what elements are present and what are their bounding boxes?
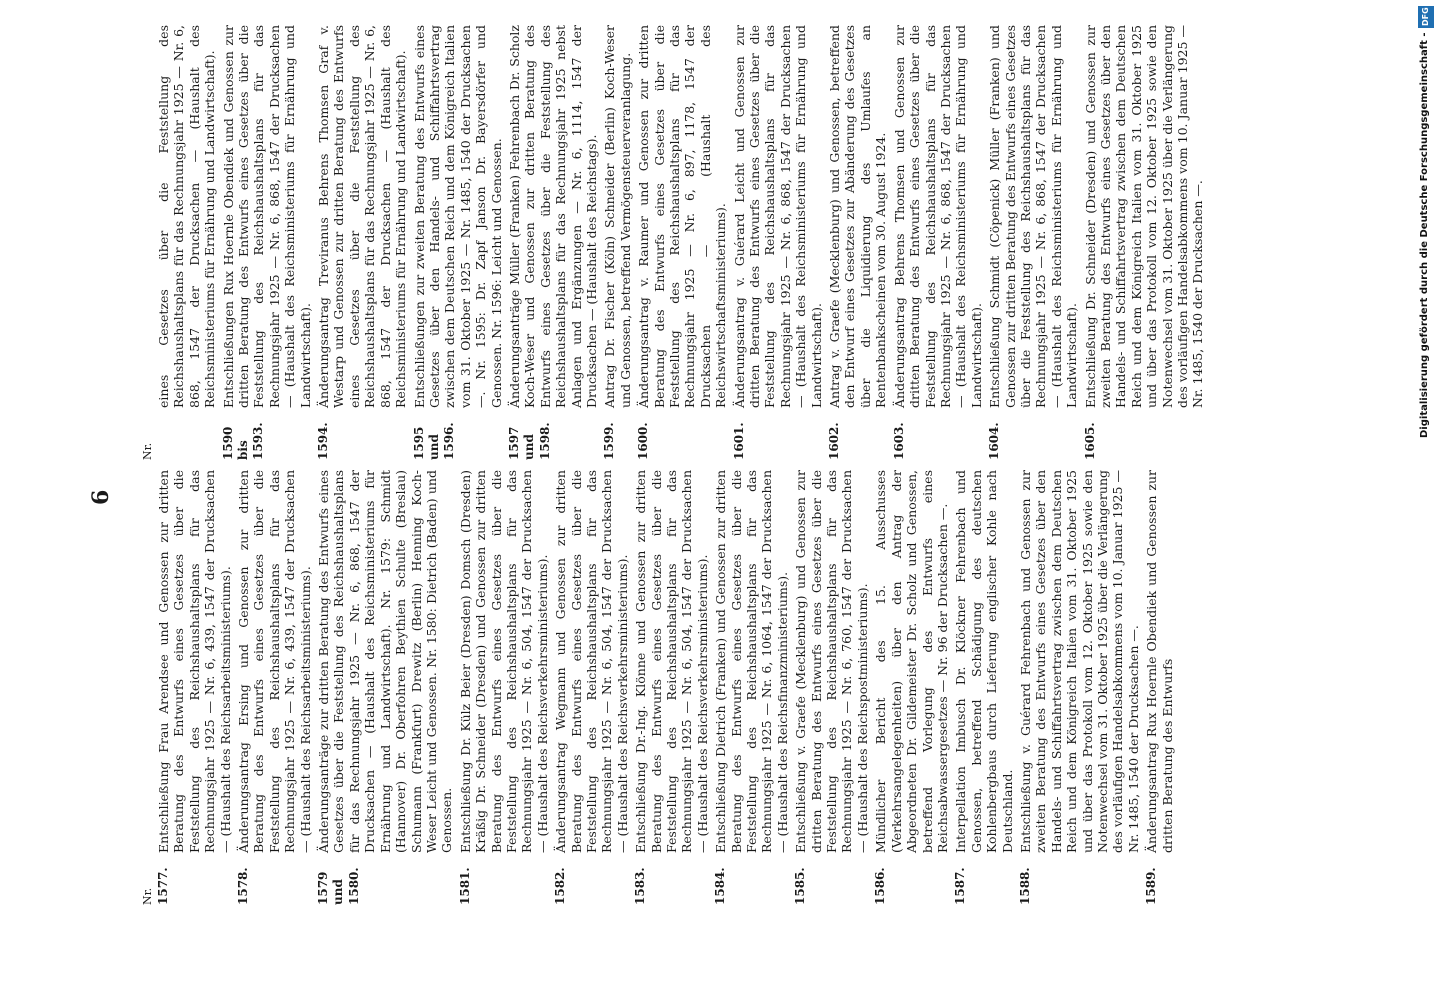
entry-number <box>156 408 218 460</box>
document-entry <box>1083 25 1206 460</box>
document-entry <box>156 470 233 905</box>
entry-text: Entschließung Dietrich (Franken) und Genossen zur dritten Beratung des Entwurfs eines Gesetzes über die Feststellung des Reichshaushaltsplans für das Rechnungsjahr 1925 — Nr. 6, 1064, 1547 der Drucksachen — (Haushalt des Reichsfinanzministeriums). <box>713 470 790 853</box>
entry-text: Entschließung Dr.-Ing. Klönne und Genossen zur dritten Beratung des Entwurfs eines Gesetzes über die Feststellung des Reichshaushaltsplans für das Rechnungsjahr 1925 — Nr. 6, 504, 1547 der Drucksachen — (Haushalt des Reichsverkehrsministeriums). <box>633 470 710 853</box>
document-entry <box>987 25 1079 460</box>
entry-number: 1577. <box>156 867 170 905</box>
document-entry <box>827 25 889 460</box>
entry-number: 1589. <box>1144 867 1159 905</box>
document-entry <box>1018 470 1141 905</box>
document-entry <box>553 470 630 905</box>
right-column <box>140 25 1209 460</box>
digitization-credit: Digitalisierung gefördert durch die Deutsche Forschungsgemeinschaft - <box>1419 32 1430 438</box>
entry-number: 1584. <box>713 867 728 905</box>
document-entry <box>953 470 1015 905</box>
document-entry <box>633 470 710 905</box>
entry-number: 1600. <box>636 422 651 460</box>
entry-number: 1603. <box>891 422 906 460</box>
entry-number: 1595 und 1596. <box>411 422 457 460</box>
entry-text: Entschließung Schmidt (Cöpenick) Müller (Franken) und Genossen zur dritten Beratung des Entwurfs eines Gesetzes über die Feststellung des Reichshaushaltsplans für das Rechnungsjahr 1925 — Nr. 6, 868, 1547 der Drucksachen — (Haushalt des Reichsministeriums für Ernährung und Landwirtschaft). <box>987 25 1080 408</box>
entry-text: Mündlicher Bericht des 15. Ausschusses (Verkehrsangelegenheiten) über den Antrag der Abgeordneten Dr. Gildemeister Dr. Scholz und Genossen, betreffend Vorlegung des Entwurfs eines Reichsabwassergesetzes — Nr. 96 der Drucksachen —. <box>873 470 950 853</box>
entry-number: 1604. <box>987 422 1002 460</box>
document-entry <box>156 25 218 460</box>
entry-number: 1587. <box>953 867 968 905</box>
document-entry <box>507 25 599 460</box>
entry-number: 1602. <box>827 422 842 460</box>
document-entry <box>236 470 313 905</box>
entry-text: Entschließung v. Graefe (Mecklenburg) und Genossen zur dritten Beratung des Entwurfs eines Gesetzes über die Feststellung des Reichshaushaltsplans für das Rechnungsjahr 1925 — Nr. 6, 760, 1547 der Drucksachen — (Haushalt des Reichspostministeriums). <box>793 470 870 853</box>
left-entry-list <box>156 470 1175 905</box>
entry-text: Entschließungen Rux Hoernle Obendiek und Genossen zur dritten Beratung des Entwurfs eines Gesetzes über die Feststellung des Reichshaushaltsplans für das Rechnungsjahr 1925 — Nr. 6, 868, 1547 der Drucksachen — (Haushalt des Reichsministeriums für Ernährung und Landwirtschaft). <box>220 25 313 408</box>
document-entry <box>221 25 313 460</box>
column-header: Nr. <box>141 442 154 460</box>
entry-number: 1605. <box>1082 422 1097 460</box>
entry-text: Änderungsantrag Treviranus Behrens Thomsen Graf v. Westarp und Genossen zur dritten Beratung des Entwurfs eines Gesetzes über die Feststellung des Reichshaushaltsplans für das Rechnungsjahr 1925 — Nr. 6, 868, 1547 der Drucksachen — (Haushalt des Reichsministeriums für Ernährung und Landwirtschaft). <box>316 25 409 408</box>
document-entry <box>1144 470 1175 905</box>
right-entry-list <box>156 25 1206 460</box>
entry-text: Änderungsantrag Ersing und Genossen zur dritten Beratung des Entwurfs eines Gesetzes über die Feststellung des Reichshaushaltsplans für das Rechnungsjahr 1925 — Nr. 6, 439, 1547 der Drucksachen — (Haushalt des Reichsarbeitsministeriums). <box>236 470 313 853</box>
entry-number: 1581. <box>457 867 472 905</box>
entry-number: 1586. <box>873 867 888 905</box>
document-entry <box>412 25 504 460</box>
document-entry <box>873 470 950 905</box>
entry-text: Antrag v. Graefe (Mecklenburg) und Genossen, betreffend den Entwurf eines Gesetzes zur Abänderung des Gesetzes über die Liquidierung des Umlaufes an Rentenbankscheinen vom 30. August 1924. <box>827 25 889 408</box>
entry-text: Entschließungen zur zweiten Beratung des Entwurfs eines Gesetzes über den Handels- und Schiffahrtsvertrag zwischen dem Deutschen Reich und dem Königreich Italien vom 31. Oktober 1925 — Nr. 1485, 1540 der Drucksachen —. Nr. 1595: Dr. Zapf Janson Dr. Bayersdörfer und Genossen. Nr. 1596: Leicht und Genossen. <box>411 25 504 408</box>
entry-text: Entschließung v. Guérard Fehrenbach und Genossen zur zweiten Beratung des Entwurfs eines Gesetzes über den Handels- und Schiffahrtsvertrag zwischen dem Deutschen Reich und dem Königreich Italien vom 31. Oktober 1925 und über das Protokoll vom 12. Oktober 1925 sowie den Notenwechsel vom 31. Oktober 1925 über die Verlängerung des vorläufigen Handelsabkommens vom 10. Januar 1925 — Nr. 1485, 1540 der Drucksachen —. <box>1017 470 1141 853</box>
entry-number: 1601. <box>731 422 746 460</box>
entry-text: Änderungsantrag v. Guérard Leicht und Genossen zur dritten Beratung des Entwurfs eines Gesetzes über die Feststellung des Reichshaushaltsplans für das Rechnungsjahr 1925 — Nr. 6, 868, 1547 der Drucksachen — (Haushalt des Reichsministeriums für Ernährung und Landwirtschaft). <box>731 25 824 408</box>
entry-number: 1590 bis 1593. <box>220 422 266 460</box>
entry-text: Interpellation Imbusch Dr. Klöckner Fehrenbach und Genossen, betreffend Schädigung des deutschen Kohlenbergbaus durch Lieferung englischer Kohle nach Deutschland. <box>953 470 1015 853</box>
left-column <box>140 470 1178 905</box>
entry-number: 1594. <box>316 422 331 460</box>
entry-text: Änderungsantrag Wegmann und Genossen zur dritten Beratung des Entwurfs eines Gesetzes über die Feststellung des Reichshaushaltsplans für das Rechnungsjahr 1925 — Nr. 6, 504, 1547 der Drucksachen — (Haushalt des Reichsverkehrsministeriums). <box>553 470 630 853</box>
document-entry <box>602 25 633 460</box>
document-entry <box>458 470 550 905</box>
entry-number: 1588. <box>1017 867 1032 905</box>
entry-number: 1578. <box>236 867 251 905</box>
document-entry <box>732 25 824 460</box>
entry-text: Änderungsantrag Behrens Thomsen und Genossen zur dritten Beratung des Entwurfs eines Gesetzes über die Feststellung des Reichshaushaltsplans für das Rechnungsjahr 1925 — Nr. 6, 868, 1547 der Drucksachen — (Haushalt des Reichsministeriums für Ernährung und Landwirtschaft). <box>891 25 984 408</box>
column-header: Nr. <box>141 887 154 905</box>
entry-text: eines Gesetzes über die Feststellung des Reichshaushaltsplans für das Rechnungsjahr 1925 — Nr. 6, 868, 1547 der Drucksachen — (Haushalt des Reichsministeriums für Ernährung und Landwirtschaft). <box>156 25 218 408</box>
entry-number: 1583. <box>633 867 648 905</box>
entry-text: Änderungsanträge zur dritten Beratung des Entwurfs eines Gesetzes über die Feststellung des Reichshaushaltsplans für das Rechnungsjahr 1925 — Nr. 6, 868, 1547 der Drucksachen — (Haushalt des Reichsministeriums für Ernährung und Landwirtschaft). Nr. 1579: Schmidt (Hannover) Dr. Oberfohren Beythien Schulte (Breslau) Schumann (Frankfurt) Drewitz (Berlin) Henning Koch-Weser Leicht und Genossen. Nr. 1580: Dietrich (Baden) und Genossen. <box>316 470 455 853</box>
entry-text: Entschließung Dr. Külz Beier (Dresden) Domsch (Dresden) Kräßig Dr. Schneider (Dresden) und Genossen zur dritten Beratung des Entwurfs eines Gesetzes über die Feststellung des Reichshaushaltsplans für das Rechnungsjahr 1925 — Nr. 6, 504, 1547 der Drucksachen — (Haushalt des Reichsverkehrsministeriums). <box>457 470 550 853</box>
entry-text: Änderungsantrag Rux Hoernle Obendiek und Genossen zur dritten Beratung des Entwurfs <box>1144 470 1175 853</box>
entry-text: Änderungsanträge Müller (Franken) Fehrenbach Dr. Scholz Koch-Weser und Genossen zur dritten Beratung des Entwurfs eines Gesetzes über die Feststellung des Reichshaushaltsplans für das Rechnungsjahr 1925 nebst Anlagen und Ergänzungen — Nr. 6, 1114, 1547 der Drucksachen — (Haushalt des Reichstags). <box>506 25 599 408</box>
entry-number: 1582. <box>553 867 568 905</box>
entry-text: Änderungsantrag v. Raumer und Genossen zur dritten Beratung des Entwurfs eines Gesetzes über die Feststellung des Reichshaushaltsplans für das Rechnungsjahr 1925 — Nr. 6, 897, 1178, 1547 der Drucksachen — (Haushalt des Reichswirtschaftsministeriums). <box>636 25 729 408</box>
document-entry <box>316 470 455 905</box>
entry-text: Entschließung Frau Arendsee und Genossen zur dritten Beratung des Entwurfs eines Gesetzes über die Feststellung des Reichshaushaltsplans für das Rechnungsjahr 1925 — Nr. 6, 439, 1547 der Drucksachen — (Haushalt des Reichsarbeitsministeriums). <box>156 470 233 853</box>
entry-number: 1585. <box>793 867 808 905</box>
entry-text: Entschließung Dr. Schneider (Dresden) und Genossen zur zweiten Beratung des Entwurfs eines Gesetzes über den Handels- und Schiffahrtsvertrag zwischen dem Deutschen Reich und dem Königreich Italien vom 31. Oktober 1925 und über das Protokoll vom 12. Oktober 1925 sowie den Notenwechsel vom 31. Oktober 1925 über die Verlängerung des vorläufigen Handelsabkommens vom 10. Januar 1925 — Nr. 1485, 1540 der Drucksachen —. <box>1082 25 1206 408</box>
entry-number: 1599. <box>602 422 617 460</box>
document-entry <box>713 470 790 905</box>
dfg-logo: DFG <box>1418 6 1434 28</box>
document-entry <box>793 470 870 905</box>
entry-text: Antrag Dr. Fischer (Köln) Schneider (Berlin) Koch-Weser und Genossen, betreffend Vermögensteuerveranlagung. <box>602 25 633 408</box>
entry-number: 1579 und 1580. <box>316 867 361 905</box>
document-entry <box>892 25 984 460</box>
document-entry <box>316 25 408 460</box>
page-number: 6 <box>88 489 114 505</box>
entry-number: 1597 und 1598. <box>506 422 552 460</box>
document-entry <box>636 25 728 460</box>
